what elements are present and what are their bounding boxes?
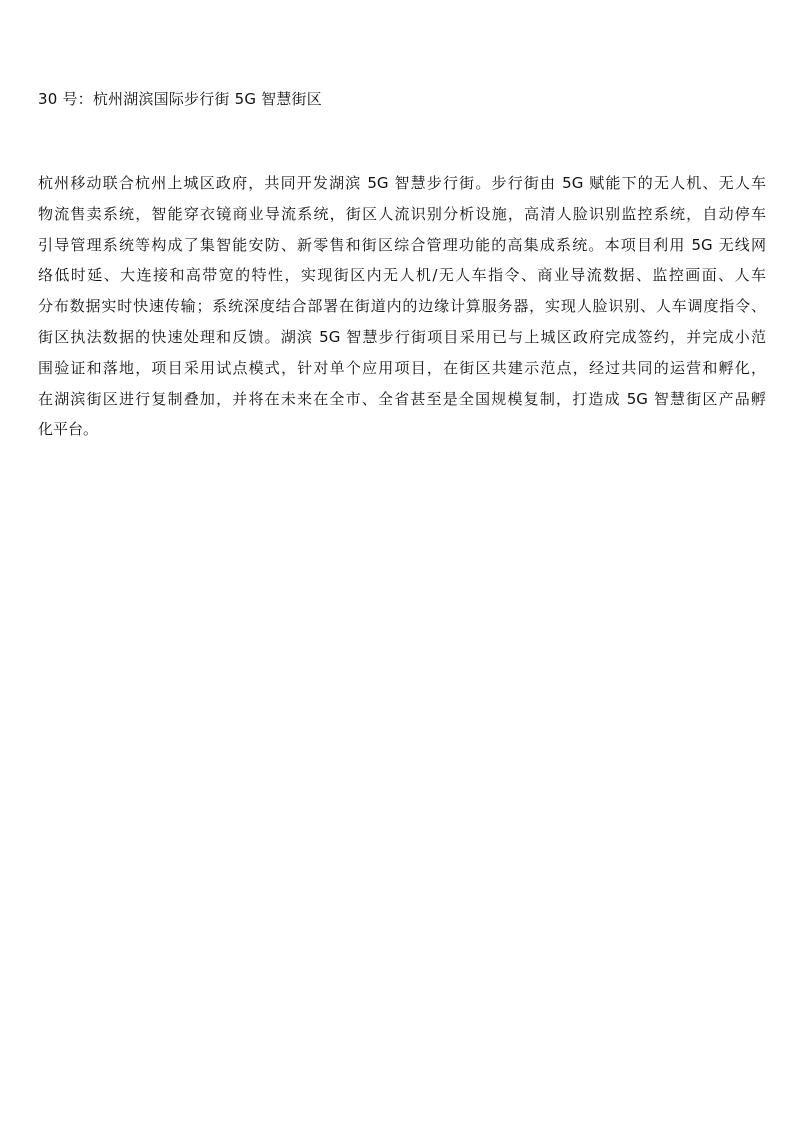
paragraph-line: 络低时延、大连接和高带宽的特性，实现街区内无人机/无人车指令、商业导流数据、监控画面、人车 [38, 266, 766, 285]
paragraph-line: 分布数据实时快速传输；系统深度结合部署在街道内的边缘计算服务器，实现人脸识别、人车调度指令、 [38, 297, 766, 316]
paragraph-line: 化平台。 [38, 420, 99, 439]
paragraph-line: 物流售卖系统，智能穿衣镜商业导流系统，街区人流识别分析设施，高清人脸识别监控系统，自动停车 [38, 204, 766, 223]
paragraph-line: 围验证和落地，项目采用试点模式，针对单个应用项目，在街区共建示范点，经过共同的运营和孵化， [38, 358, 766, 377]
paragraph-line: 在湖滨街区进行复制叠加，并将在未来在全市、全省甚至是全国规模复制，打造成 5G 智慧街区产品孵 [38, 389, 766, 408]
document-heading: 30 号：杭州湖滨国际步行街 5G 智慧街区 [38, 90, 322, 108]
paragraph-line: 街区执法数据的快速处理和反馈。湖滨 5G 智慧步行街项目采用已与上城区政府完成签约，并完成小范 [38, 327, 766, 346]
paragraph-line: 引导管理系统等构成了集智能安防、新零售和街区综合管理功能的高集成系统。本项目利用 5G 无线网 [38, 235, 766, 254]
document-paragraph [38, 168, 766, 445]
paragraph-line: 杭州移动联合杭州上城区政府，共同开发湖滨 5G 智慧步行街。步行街由 5G 赋能下的无人机、无人车 [38, 174, 766, 192]
